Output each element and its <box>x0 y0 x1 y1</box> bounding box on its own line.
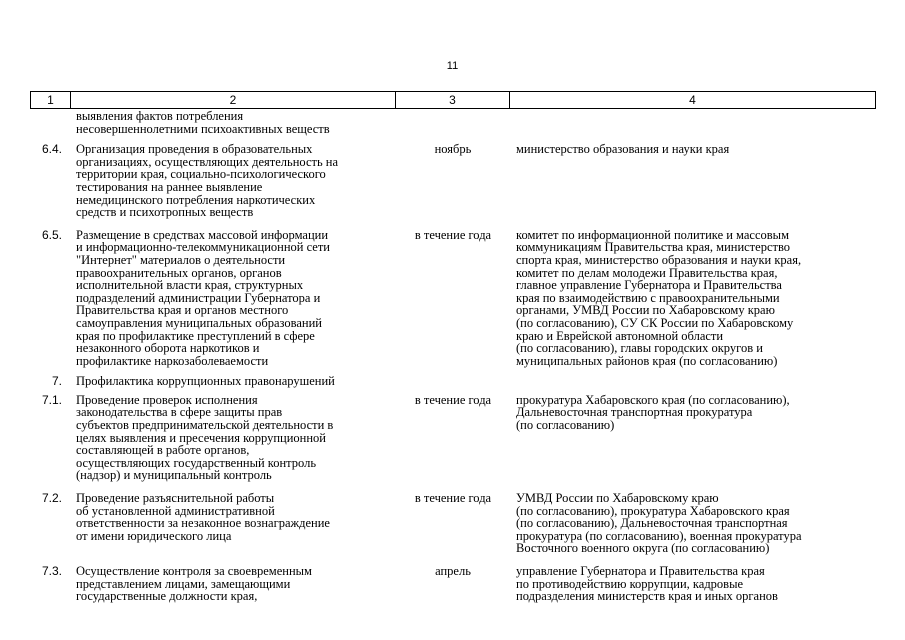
table-row <box>30 229 876 368</box>
header-col-3: 3 <box>396 92 510 108</box>
text-line: по противодействию коррупции, кадровые <box>516 576 744 591</box>
text-line: спорта края, министерство образования и науки края, <box>516 252 802 267</box>
row-description <box>70 229 396 368</box>
text-line: подразделения министерств края и иных органов <box>516 589 778 604</box>
text-line: выявления фактов потребления <box>76 109 244 123</box>
row-number: 7. <box>51 374 62 389</box>
row-period: апрель <box>435 564 471 578</box>
row-executor <box>510 110 876 135</box>
text-line: (по согласованию), прокуратура Хабаровского края <box>516 503 790 518</box>
page-number: 11 <box>446 60 459 72</box>
table-row <box>30 143 876 219</box>
row-description <box>70 492 396 555</box>
row-number: 6.4. <box>41 142 62 157</box>
text-line: об установленной административной <box>76 503 275 518</box>
row-period: в течение года <box>414 392 492 407</box>
row-period <box>396 375 510 388</box>
row-number: 6.5. <box>41 227 62 242</box>
text-line: организациях, осуществляющих деятельность на <box>76 154 339 169</box>
text-line: и информационно-телекоммуникационной сети <box>76 240 330 255</box>
text-line: представлением лицами, замещающими <box>76 576 291 591</box>
text-line: немедицинского потребления наркотических <box>76 192 316 207</box>
text-line: законодательства в сфере защиты прав <box>76 405 283 420</box>
text-line: Осуществление контроля за своевременным <box>76 564 312 578</box>
row-description <box>70 565 396 603</box>
row-description <box>70 394 396 482</box>
text-line: (по согласованию), СУ СК России по Хабаровскому <box>516 315 794 330</box>
row-number: 7.1. <box>41 392 62 407</box>
text-line: коммуникациям Правительства края, министерство <box>516 240 791 255</box>
row-description <box>70 110 396 135</box>
text-line: Размещение в средствах массовой информации <box>76 227 329 242</box>
text-line: незаконного оборота наркотиков и <box>76 341 260 356</box>
table-body <box>30 110 876 611</box>
row-number: 7.2. <box>41 491 62 506</box>
text-line: прокуратура (по согласованию), военная прокуратура <box>516 528 802 543</box>
text-line: муниципальных районов края (по согласованию) <box>516 353 778 368</box>
text-line: Проведение проверок исполнения <box>76 392 258 407</box>
text-line: профилактике наркозаболеваемости <box>76 353 269 368</box>
text-line: средств и психотропных веществ <box>76 205 254 220</box>
row-executor <box>510 565 876 603</box>
table-row-continuation <box>30 110 876 135</box>
text-line: тестирования на раннее выявление <box>76 179 263 194</box>
row-description <box>70 375 396 388</box>
text-line: правоохранительных органов, органов <box>76 265 282 280</box>
text-line: края по профилактике преступлений в сфере <box>76 328 315 343</box>
text-line: УМВД России по Хабаровскому краю <box>516 491 719 506</box>
row-executor <box>510 143 876 219</box>
header-col-2: 2 <box>71 92 396 108</box>
text-line: министерство образования и науки края <box>516 142 730 157</box>
text-line: края по взаимодействию с правоохранительными <box>516 290 780 305</box>
table-header <box>30 91 876 109</box>
text-line: Проведение разъяснительной работы <box>76 491 275 506</box>
text-line: комитет по информационной политике и массовым <box>516 227 789 242</box>
row-number <box>30 110 70 135</box>
text-line: субъектов предпринимательской деятельности в <box>76 418 334 433</box>
text-line: составляющей в работе органов, <box>76 443 250 458</box>
text-line: подразделений администрации Губернатора и <box>76 290 321 305</box>
text-line: Восточного военного округа (по согласованию) <box>516 541 770 556</box>
header-col-4: 4 <box>689 93 696 107</box>
row-executor <box>510 229 876 368</box>
text-line: ответственности за незаконное вознаграждение <box>76 516 330 531</box>
text-line: самоуправления муниципальных образований <box>76 315 322 330</box>
text-line: Правительства края и органов местного <box>76 303 289 318</box>
text-line: исполнительной власти края, структурных <box>76 278 304 293</box>
row-executor <box>510 394 876 482</box>
text-line: государственные должности края, <box>76 589 258 604</box>
table-row <box>30 565 876 603</box>
text-line: органами, УМВД России по Хабаровскому краю <box>516 303 775 318</box>
text-line: осуществляющих государственный контроль <box>76 455 317 470</box>
row-executor <box>510 375 876 388</box>
text-line: Организация проведения в образовательных <box>76 142 313 157</box>
table-row <box>30 375 876 388</box>
text-line: Дальневосточная транспортная прокуратура <box>516 405 753 420</box>
row-period: ноябрь <box>434 142 472 157</box>
table-row <box>30 492 876 555</box>
row-description <box>70 143 396 219</box>
text-line: (по согласованию), Дальневосточная транспортная <box>516 516 788 531</box>
text-line: от имени юридического лица <box>76 528 232 543</box>
text-line: "Интернет" материалов о деятельности <box>76 252 286 267</box>
row-period: в течение года <box>414 227 492 242</box>
text-line: несовершеннолетними психоактивных веществ <box>76 121 330 136</box>
row-number: 7.3. <box>41 564 62 578</box>
text-line: территории края, социально-психологического <box>76 167 326 182</box>
row-executor <box>510 492 876 555</box>
text-line: (по согласованию), главы городских округов и <box>516 341 763 356</box>
text-line: Профилактика коррупционных правонарушений <box>76 374 335 389</box>
text-line: прокуратура Хабаровского края (по согласованию), <box>516 392 790 407</box>
text-line: управление Губернатора и Правительства края <box>516 564 765 578</box>
row-period <box>396 110 510 135</box>
table-row <box>30 394 876 482</box>
text-line: (надзор) и муниципальный контроль <box>76 468 272 483</box>
text-line: комитет по делам молодежи Правительства края, <box>516 265 778 280</box>
text-line: целях выявления и пресечения коррупционной <box>76 430 326 445</box>
text-line: главное управление Губернатора и Правительства <box>516 278 782 293</box>
text-line: краю и Еврейской автономной области <box>516 328 724 343</box>
text-line: (по согласованию) <box>516 418 615 433</box>
header-col-1: 1 <box>31 92 71 108</box>
row-period: в течение года <box>414 491 492 506</box>
